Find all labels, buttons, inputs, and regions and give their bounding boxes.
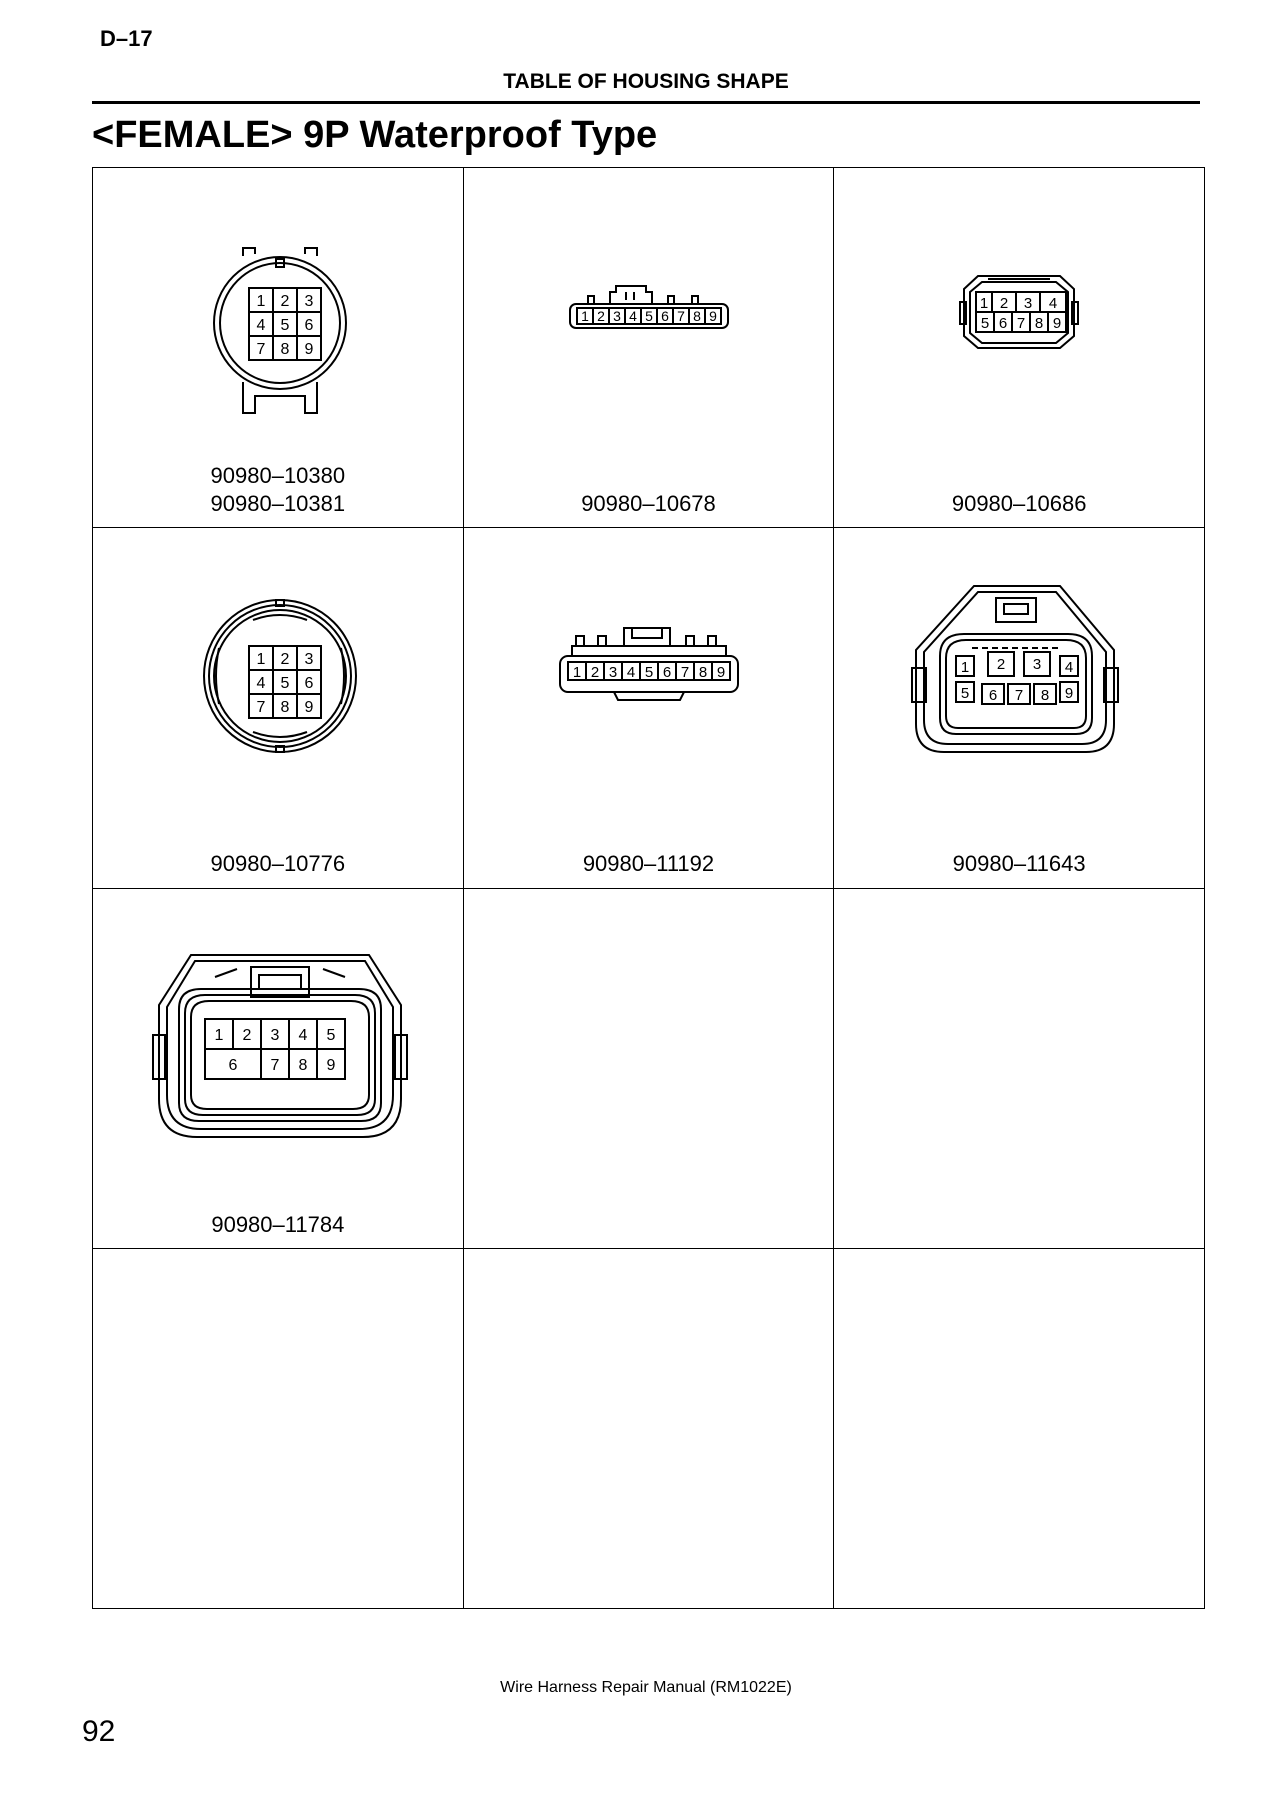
pin-label: 8 <box>692 308 701 324</box>
pin-label: 1 <box>961 659 970 677</box>
pin-label: 8 <box>280 699 290 717</box>
part-number: 90980–11192 <box>582 851 715 877</box>
pin-label: 3 <box>1024 295 1033 312</box>
table-row <box>93 528 1205 888</box>
pin-label: 9 <box>304 341 314 358</box>
manual-footer: Wire Harness Repair Manual (RM1022E) <box>500 1679 792 1696</box>
empty-cell <box>463 1248 834 1608</box>
pin-label: 8 <box>298 1056 308 1074</box>
pin-label: 1 <box>580 308 589 324</box>
empty-cell <box>834 888 1205 1248</box>
header-rule <box>92 101 1200 104</box>
pin-label: 5 <box>644 308 653 324</box>
pin-label: 1 <box>256 651 266 669</box>
pin-label: 2 <box>242 1026 252 1044</box>
pin-label: 2 <box>590 664 599 682</box>
pin-label: 5 <box>961 685 970 703</box>
pin-label: 6 <box>304 317 314 334</box>
empty-cell <box>834 1248 1205 1608</box>
pin-label: 7 <box>256 699 266 717</box>
pin-label: 4 <box>256 675 266 693</box>
section-code: D–17 <box>100 26 153 51</box>
part-number: 90980–10686 <box>951 491 1087 516</box>
pin-label: 8 <box>698 664 707 682</box>
running-title: TABLE OF HOUSING SHAPE <box>503 70 789 93</box>
pin-label: 7 <box>1015 687 1024 705</box>
pin-label: 4 <box>626 664 635 682</box>
pin-label: 7 <box>680 664 689 682</box>
table-row <box>93 168 1205 528</box>
pin-label: 1 <box>214 1026 224 1044</box>
pin-label: 9 <box>708 308 717 324</box>
page-number: 92 <box>82 1715 116 1748</box>
empty-cell <box>93 1248 464 1608</box>
pin-label: 6 <box>989 687 998 705</box>
part-number: 90980–11643 <box>952 851 1086 877</box>
connector-cell <box>93 528 464 888</box>
pin-label: 8 <box>1041 687 1050 705</box>
large-connector-drawing <box>93 889 462 1189</box>
pin-label: 1 <box>256 293 266 310</box>
large-connector-drawing <box>834 528 1203 828</box>
pin-label: 4 <box>1049 295 1058 312</box>
connector-cell <box>93 888 464 1248</box>
pin-label: 1 <box>572 664 581 682</box>
pin-label: 9 <box>1065 685 1074 703</box>
connector-grid <box>92 167 1205 1609</box>
flat-connector-drawing <box>464 528 833 828</box>
pin-label: 8 <box>280 341 290 358</box>
pin-label: 3 <box>304 293 314 310</box>
part-number: 90980–10776 <box>210 851 346 877</box>
pin-label: 3 <box>608 664 617 682</box>
pin-label: 1 <box>980 295 989 312</box>
pin-label: 4 <box>1065 659 1074 677</box>
pin-label: 2 <box>596 308 605 324</box>
pin-label: 2 <box>997 656 1006 674</box>
connector-cell <box>463 168 834 528</box>
pin-label: 6 <box>304 675 314 693</box>
part-number: 90980–10381 <box>210 491 346 516</box>
connector-cell <box>834 168 1205 528</box>
pin-label: 7 <box>1017 315 1026 332</box>
pin-label: 2 <box>280 293 290 310</box>
pin-label: 9 <box>326 1056 336 1074</box>
connector-cell <box>93 168 464 528</box>
pin-label: 6 <box>660 308 669 324</box>
pin-label: 5 <box>280 317 290 334</box>
small-connector-drawing <box>834 168 1203 468</box>
pin-label: 6 <box>228 1056 238 1074</box>
round-connector-drawing <box>93 528 462 828</box>
empty-cell <box>463 888 834 1248</box>
pin-label: 9 <box>1053 315 1062 332</box>
pin-label: 5 <box>644 664 653 682</box>
pin-label: 3 <box>270 1026 280 1044</box>
table-row <box>93 1248 1205 1608</box>
part-number: 90980–11784 <box>211 1211 345 1237</box>
pin-label: 3 <box>304 651 314 669</box>
connector-cell <box>463 528 834 888</box>
pin-label: 7 <box>270 1056 280 1074</box>
connector-table <box>92 167 1201 1609</box>
pin-label: 9 <box>304 699 314 717</box>
pin-label: 6 <box>662 664 671 682</box>
pin-label: 2 <box>1000 295 1009 312</box>
table-row <box>93 888 1205 1248</box>
pin-label: 3 <box>612 308 621 324</box>
flat-connector-drawing <box>464 168 833 468</box>
pin-label: 3 <box>1033 656 1042 674</box>
connector-cell <box>834 528 1205 888</box>
pin-label: 4 <box>298 1026 308 1044</box>
round-connector-drawing <box>93 168 462 468</box>
part-number: 90980–10678 <box>581 491 716 516</box>
pin-label: 5 <box>280 675 290 693</box>
pin-label: 7 <box>676 308 685 324</box>
pin-label: 7 <box>256 341 266 358</box>
pin-label: 5 <box>981 315 990 332</box>
page-heading: <FEMALE> 9P Waterproof Type <box>92 114 658 156</box>
pin-label: 5 <box>326 1026 336 1044</box>
pin-label: 4 <box>256 317 266 334</box>
pin-label: 8 <box>1035 315 1044 332</box>
pin-label: 6 <box>999 315 1008 332</box>
pin-label: 4 <box>628 308 637 324</box>
part-number: 90980–10380 <box>210 463 346 488</box>
pin-label: 9 <box>716 664 725 682</box>
pin-label: 2 <box>280 651 290 669</box>
